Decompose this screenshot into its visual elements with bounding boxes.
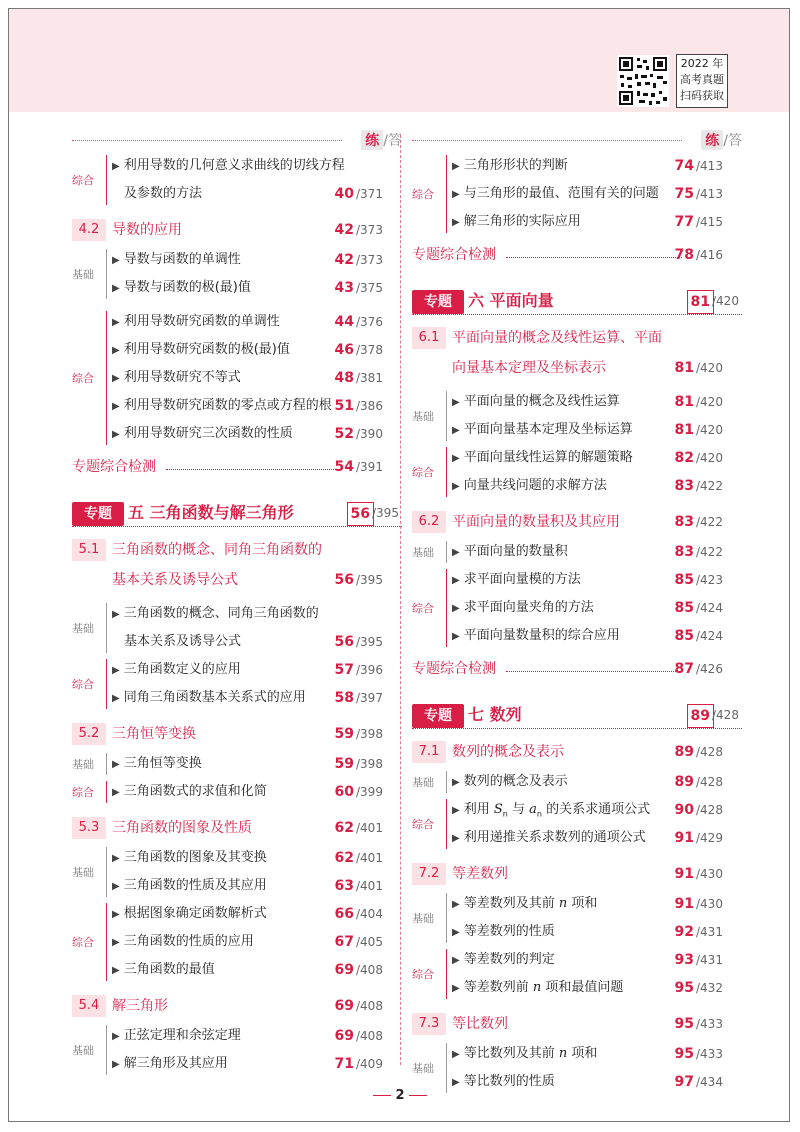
toc-group-comp: 综合 ▶ 三角形形状的判断 74 /413 ▶ 与三角形的最值、范围有关的问题 75 /413 ▶ 解三角形的实际应用 77 /415: [412, 152, 742, 236]
section-6-1-cont[interactable]: 向量基本定理及坐标表示 81 /420: [452, 360, 723, 376]
toc-entry[interactable]: ▶ 利用导数研究函数的极(最)值 46 /378: [112, 342, 383, 358]
toc-group-comp: 综合 ▶ 利用 $S_n$ 与 $a_n$ 的关系求通项公式 90 /428 ▶ 利用递推关系求数列的通项公式 91 /429: [412, 796, 742, 852]
toc-entry[interactable]: ▶ 利用导数研究三次函数的性质 52 /390: [112, 426, 383, 442]
topic-6-heading[interactable]: 专题 六 平面向量 81 /420: [412, 284, 742, 318]
topic-badge: 专题: [412, 290, 464, 314]
toc-group-comp: 综合 ▶ 等差数列的判定 93 /431 ▶ 等差数列前 n 项和最值问题 95 /432: [412, 946, 742, 1002]
toc-entry[interactable]: ▶ 三角恒等变换 59 /398: [112, 756, 383, 772]
toc-entry[interactable]: ▶ 等比数列及其前 n 项和 95 /433: [452, 1046, 723, 1062]
topic-test-link[interactable]: 专题综合检测 54 /391: [72, 459, 383, 475]
page-number: 2: [0, 1088, 800, 1103]
section-7-2[interactable]: 7.2 等差数列 91 /430: [412, 858, 742, 890]
toc-entry[interactable]: ▶ 平面向量基本定理及坐标运算 81 /420: [452, 422, 723, 438]
section-6-2[interactable]: 6.2 平面向量的数量积及其应用 83 /422: [412, 506, 742, 538]
toc-entry[interactable]: ▶ 求平面向量夹角的方法 85 /424: [452, 600, 723, 616]
section-7-3[interactable]: 7.3 等比数列 95 /433: [412, 1008, 742, 1040]
toc-entry[interactable]: ▶ 三角形形状的判断 74 /413: [452, 158, 723, 174]
toc-group-comp: 综合 ▶ 求平面向量模的方法 85 /423 ▶ 求平面向量夹角的方法 85 /424 ▶ 平面向量数量积的综合应用 85 /424: [412, 566, 742, 650]
toc-entry[interactable]: ▶ 三角函数的最值 69 /408: [112, 962, 383, 978]
toc-entry[interactable]: ▶ 解三角形及其应用 71 /409: [112, 1056, 383, 1072]
toc-group-base: 基础 ▶ 平面向量的概念及线性运算 81 /420 ▶ 平面向量基本定理及坐标运算 81 /420: [412, 388, 742, 444]
toc-group-comp: 综合 ▶ 平面向量线性运算的解题策略 82 /420 ▶ 向量共线问题的求解方法 83 /422: [412, 444, 742, 500]
section-6-1[interactable]: 6.1 平面向量的概念及线性运算、平面: [412, 322, 742, 354]
toc-group-comp: 综合 ▶ 利用导数研究函数的单调性 44 /376 ▶ 利用导数研究函数的极(最)值 46 /378 ▶ 利用导数研究不等式 48 /381 ▶ 利用导数研究函数的零点或方程的根 51 /386 ▶ 利用导数研究三次函数的性质 52 /390: [72, 308, 402, 448]
toc-entry[interactable]: ▶ 平面向量的数量积 83 /422: [452, 544, 723, 560]
toc-entry[interactable]: ▶ 三角函数的概念、同角三角函数的: [112, 606, 319, 621]
toc-entry[interactable]: ▶ 三角函数定义的应用 57 /396: [112, 662, 383, 678]
section-5-1[interactable]: 5.1 三角函数的概念、同角三角函数的: [72, 534, 402, 566]
toc-group-base: 基础 ▶ 三角函数的概念、同角三角函数的 基本关系及诱导公式 56 /395: [72, 600, 402, 656]
toc-group-comp: 综合 ▶ 三角函数式的求值和化简 60 /399: [72, 778, 402, 806]
topic-test-link[interactable]: 专题综合检测 87 /426: [412, 661, 723, 677]
toc-entry[interactable]: 基本关系及诱导公式 56 /395: [124, 634, 383, 650]
toc-entry[interactable]: ▶ 三角函数式的求值和化简 60 /399: [112, 784, 383, 800]
section-5-3[interactable]: 5.3 三角函数的图象及性质 62 /401: [72, 812, 402, 844]
toc-group-base: 基础 ▶ 数列的概念及表示 89 /428: [412, 768, 742, 796]
toc-entry[interactable]: ▶ 向量共线问题的求解方法 83 /422: [452, 478, 723, 494]
toc-entry[interactable]: ▶ 同角三角函数基本关系式的应用 58 /397: [112, 690, 383, 706]
toc-entry[interactable]: ▶ 数列的概念及表示 89 /428: [452, 774, 723, 790]
toc-entry[interactable]: ▶ 利用导数研究函数的零点或方程的根 51 /386: [112, 398, 383, 414]
toc-left-column: [72, 130, 402, 1078]
toc-entry[interactable]: ▶ 三角函数的性质及其应用 63 /401: [112, 878, 383, 894]
section-5-4[interactable]: 5.4 解三角形 69 /408: [72, 990, 402, 1022]
toc-entry[interactable]: ▶ 利用导数研究函数的单调性 44 /376: [112, 314, 383, 330]
toc-entry[interactable]: ▶ 三角函数的图象及其变换 62 /401: [112, 850, 383, 866]
toc-entry[interactable]: ▶ 平面向量线性运算的解题策略 82 /420: [452, 450, 723, 466]
toc-entry[interactable]: ▶ 根据图象确定函数解析式 66 /404: [112, 906, 383, 922]
da-mark: 答: [388, 133, 402, 149]
toc-group-base: 基础 ▶ 导数与函数的单调性 42 /373 ▶ 导数与函数的极(最)值 43 /375: [72, 246, 402, 302]
toc-group-comp: 综合 ▶ 利用导数的几何意义求曲线的切线方程 及参数的方法 40 /371: [72, 152, 402, 208]
topic-test-link[interactable]: 专题综合检测 78 /416: [412, 247, 723, 263]
toc-entry[interactable]: ▶ 等比数列的性质 97 /434: [452, 1074, 723, 1090]
toc-entry[interactable]: ▶ 等差数列的性质 92 /431: [452, 924, 723, 940]
toc-entry[interactable]: ▶ 利用导数的几何意义求曲线的切线方程: [112, 158, 345, 173]
toc-group-base: 基础 ▶ 等差数列及其前 n 项和 91 /430 ▶ 等差数列的性质 92 /431: [412, 890, 742, 946]
topic-5-heading[interactable]: 专题 五 三角函数与解三角形 56 /395: [72, 496, 402, 530]
toc-group-base: 基础 ▶ 三角函数的图象及其变换 62 /401 ▶ 三角函数的性质及其应用 63 /401: [72, 844, 402, 900]
section-4-2[interactable]: 4.2 导数的应用 42 /373: [72, 214, 402, 246]
toc-group-base: 基础 ▶ 正弦定理和余弦定理 69 /408 ▶ 解三角形及其应用 71 /409: [72, 1022, 402, 1078]
qr-title: 高考真题: [680, 73, 724, 86]
toc-entry[interactable]: ▶ 导数与函数的极(最)值 43 /375: [112, 280, 383, 296]
lian-mark: 练: [361, 130, 383, 150]
toc-group-comp: 综合 ▶ 根据图象确定函数解析式 66 /404 ▶ 三角函数的性质的应用 67 /405 ▶ 三角函数的最值 69 /408: [72, 900, 402, 984]
section-5-2[interactable]: 5.2 三角恒等变换 59 /398: [72, 718, 402, 750]
da-mark: 答: [728, 133, 742, 149]
qr-code-icon[interactable]: [617, 55, 669, 107]
toc-group-base: 基础 ▶ 三角恒等变换 59 /398: [72, 750, 402, 778]
qr-label-box: [676, 54, 728, 108]
toc-entry[interactable]: ▶ 等差数列前 n 项和最值问题 95 /432: [452, 980, 723, 996]
topic-7-heading[interactable]: 专题 七 数列 89 /428: [412, 698, 742, 732]
toc-entry[interactable]: ▶ 导数与函数的单调性 42 /373: [112, 252, 383, 268]
toc-entry[interactable]: ▶ 等差数列的判定 93 /431: [452, 952, 723, 968]
toc-entry[interactable]: ▶ 等差数列及其前 n 项和 91 /430: [452, 896, 723, 912]
qr-action: 扫码获取: [680, 89, 724, 102]
section-5-1-cont[interactable]: 基本关系及诱导公式 56 /395: [112, 572, 383, 588]
column-header: 练 /答: [412, 130, 742, 152]
toc-entry[interactable]: ▶ 正弦定理和余弦定理 69 /408: [112, 1028, 383, 1044]
topic-badge: 专题: [72, 502, 124, 526]
toc-group-base: 基础 ▶ 等比数列及其前 n 项和 95 /433 ▶ 等比数列的性质 97 /434: [412, 1040, 742, 1096]
toc-entry[interactable]: ▶ 三角函数的性质的应用 67 /405: [112, 934, 383, 950]
toc-entry[interactable]: ▶ 利用递推关系求数列的通项公式 91 /429: [452, 830, 723, 846]
toc-entry[interactable]: ▶ 解三角形的实际应用 77 /415: [452, 214, 723, 230]
lian-mark: 练: [701, 130, 723, 150]
toc-entry[interactable]: ▶ 利用 $S_n$ 与 $a_n$ 的关系求通项公式 90 /428: [452, 802, 723, 819]
section-7-1[interactable]: 7.1 数列的概念及表示 89 /428: [412, 736, 742, 768]
toc-entry[interactable]: ▶ 与三角形的最值、范围有关的问题 75 /413: [452, 186, 723, 202]
toc-group-comp: 综合 ▶ 三角函数定义的应用 57 /396 ▶ 同角三角函数基本关系式的应用 58 /397: [72, 656, 402, 712]
toc-entry[interactable]: ▶ 平面向量的概念及线性运算 81 /420: [452, 394, 723, 410]
toc-entry[interactable]: ▶ 平面向量数量积的综合应用 85 /424: [452, 628, 723, 644]
toc-group-base: 基础 ▶ 平面向量的数量积 83 /422: [412, 538, 742, 566]
column-header: 练 /答: [72, 130, 402, 152]
topic-badge: 专题: [412, 704, 464, 728]
toc-right-column: [412, 130, 742, 1096]
toc-entry[interactable]: ▶ 求平面向量模的方法 85 /423: [452, 572, 723, 588]
qr-year: 2022 年: [680, 57, 724, 70]
toc-entry[interactable]: 及参数的方法 40 /371: [124, 186, 383, 202]
toc-entry[interactable]: ▶ 利用导数研究不等式 48 /381: [112, 370, 383, 386]
